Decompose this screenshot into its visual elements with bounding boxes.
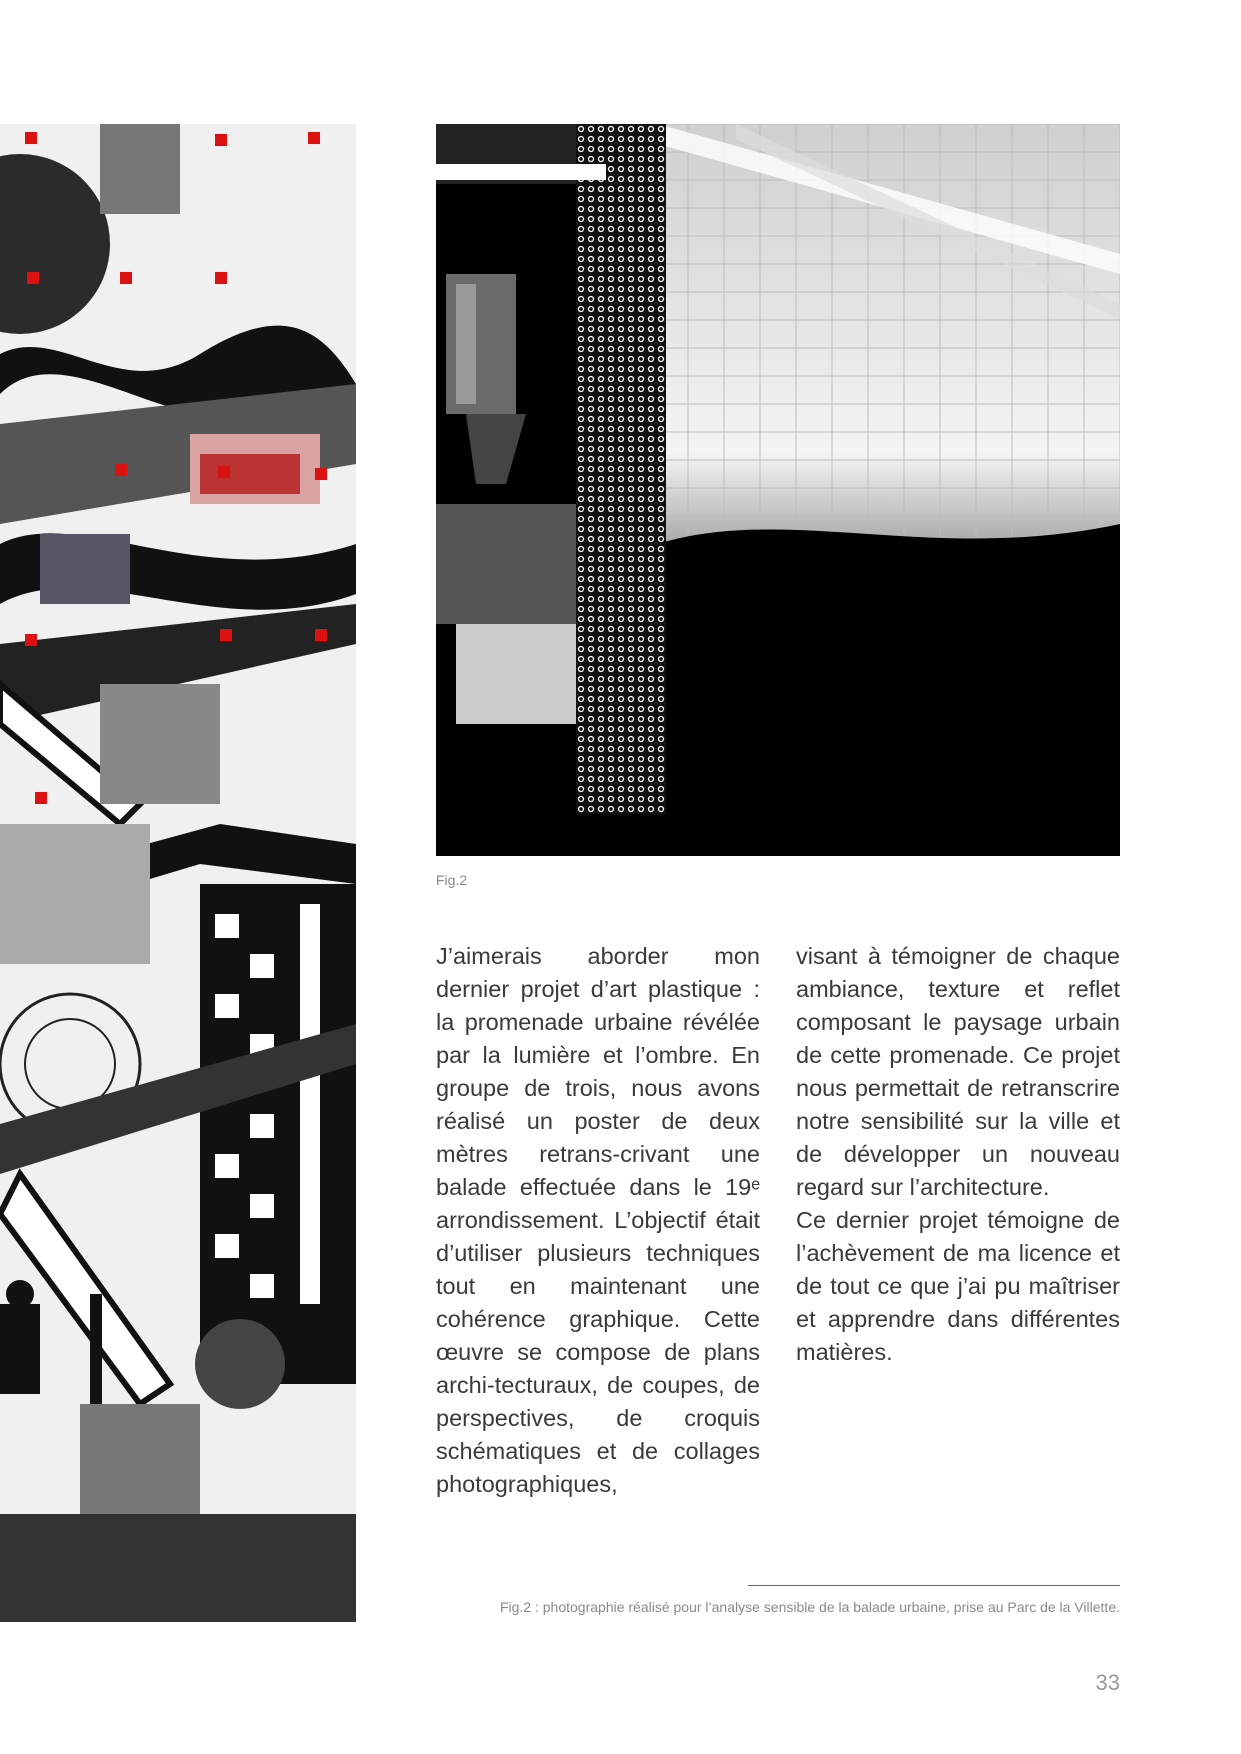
body-paragraph: Ce dernier projet témoigne de l’achèvement de ma licence et de tout ce que j’ai pu maîtriser et apprendre dans différentes matières.	[796, 1207, 1120, 1365]
body-text-right-column	[796, 940, 1120, 1369]
body-paragraph: J’aimerais aborder mon dernier projet d’art plastique : la promenade urbaine révélée par la lumière et l’ombre. En groupe de trois, nous avons réalisé un poster de deux mètres retrans-crivant une balade effectuée dans le 19ᵉ arrondissement. L’objectif était d’utiliser plusieurs techniques tout en maintenant une cohérence graphique. Cette œuvre se compose de plans archi-tecturaux, de coupes, de perspectives, de croquis schématiques et de collages photographiques,	[436, 943, 760, 1497]
collage-poster-image	[0, 124, 356, 1622]
figure-caption: Fig.2 : photographie réalisé pour l’analyse sensible de la balade urbaine, prise au Parc de la Villette.	[499, 1599, 1120, 1615]
reflection-photograph	[436, 124, 1120, 856]
body-text-left-column	[436, 940, 760, 1501]
figure-label: Fig.2	[436, 872, 468, 888]
page-number: 33	[1095, 1670, 1120, 1695]
body-paragraph: visant à témoigner de chaque ambiance, texture et reflet composant le paysage urbain de cette promenade. Ce projet nous permettait de retranscrire notre sensibilité sur la ville et de développer un nouveau regard sur l’architecture.	[796, 943, 1120, 1200]
caption-divider	[748, 1585, 1120, 1586]
